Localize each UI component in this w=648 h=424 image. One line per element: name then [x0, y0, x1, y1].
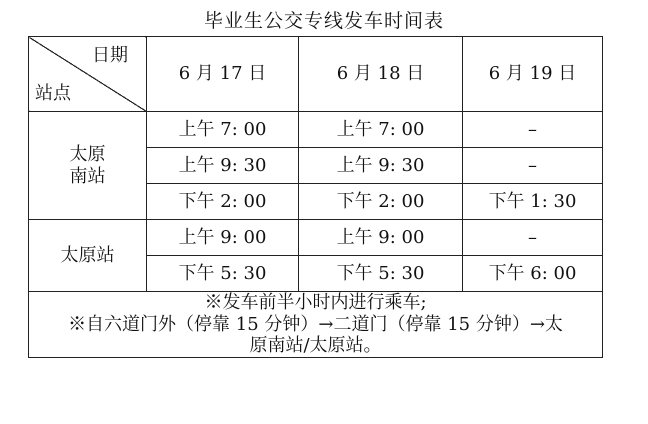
time-cell: – [463, 112, 603, 148]
page-title: 毕业生公交专线发车时间表 [203, 10, 444, 32]
time-cell: 下午 5: 30 [147, 256, 299, 292]
station-name-line: 太原 [69, 143, 106, 165]
time-cell: 上午 7: 00 [299, 112, 463, 148]
note-line: ※发车前半小时内进行乘车; [204, 292, 427, 313]
station-name-line: 太原站 [60, 244, 115, 266]
time-cell: 下午 1: 30 [463, 184, 603, 220]
date-header-2: 6 月 18 日 [299, 37, 463, 112]
note-line: ※自六道门外（停靠 15 分钟）→二道门（停靠 15 分钟）→太 [68, 313, 563, 335]
schedule-table [28, 36, 603, 358]
time-cell: 上午 9: 30 [299, 148, 463, 184]
date-axis-label: 日期 [92, 45, 128, 66]
time-cell: 下午 2: 00 [147, 184, 299, 220]
diagonal-header-cell [29, 37, 147, 112]
time-cell: 上午 7: 00 [147, 112, 299, 148]
station-taiyuan [29, 220, 147, 292]
time-cell: 下午 2: 00 [299, 184, 463, 220]
table-row [29, 220, 603, 256]
time-cell: 上午 9: 30 [147, 148, 299, 184]
table-row [29, 112, 603, 148]
time-cell: 下午 5: 30 [299, 256, 463, 292]
time-cell: 上午 9: 00 [147, 220, 299, 256]
station-axis-label: 站点 [35, 83, 71, 105]
header-row [29, 37, 603, 112]
notes-row [29, 292, 603, 358]
time-cell: 上午 9: 00 [299, 220, 463, 256]
time-cell: – [463, 148, 603, 184]
date-header-1: 6 月 17 日 [147, 37, 299, 112]
notes-cell [29, 292, 603, 358]
time-cell: – [463, 220, 603, 256]
note-line: 原南站/太原站。 [249, 335, 382, 357]
station-taiyuan-south [29, 112, 147, 220]
time-cell: 下午 6: 00 [463, 256, 603, 292]
date-header-3: 6 月 19 日 [463, 37, 603, 112]
station-name-line: 南站 [69, 165, 106, 187]
